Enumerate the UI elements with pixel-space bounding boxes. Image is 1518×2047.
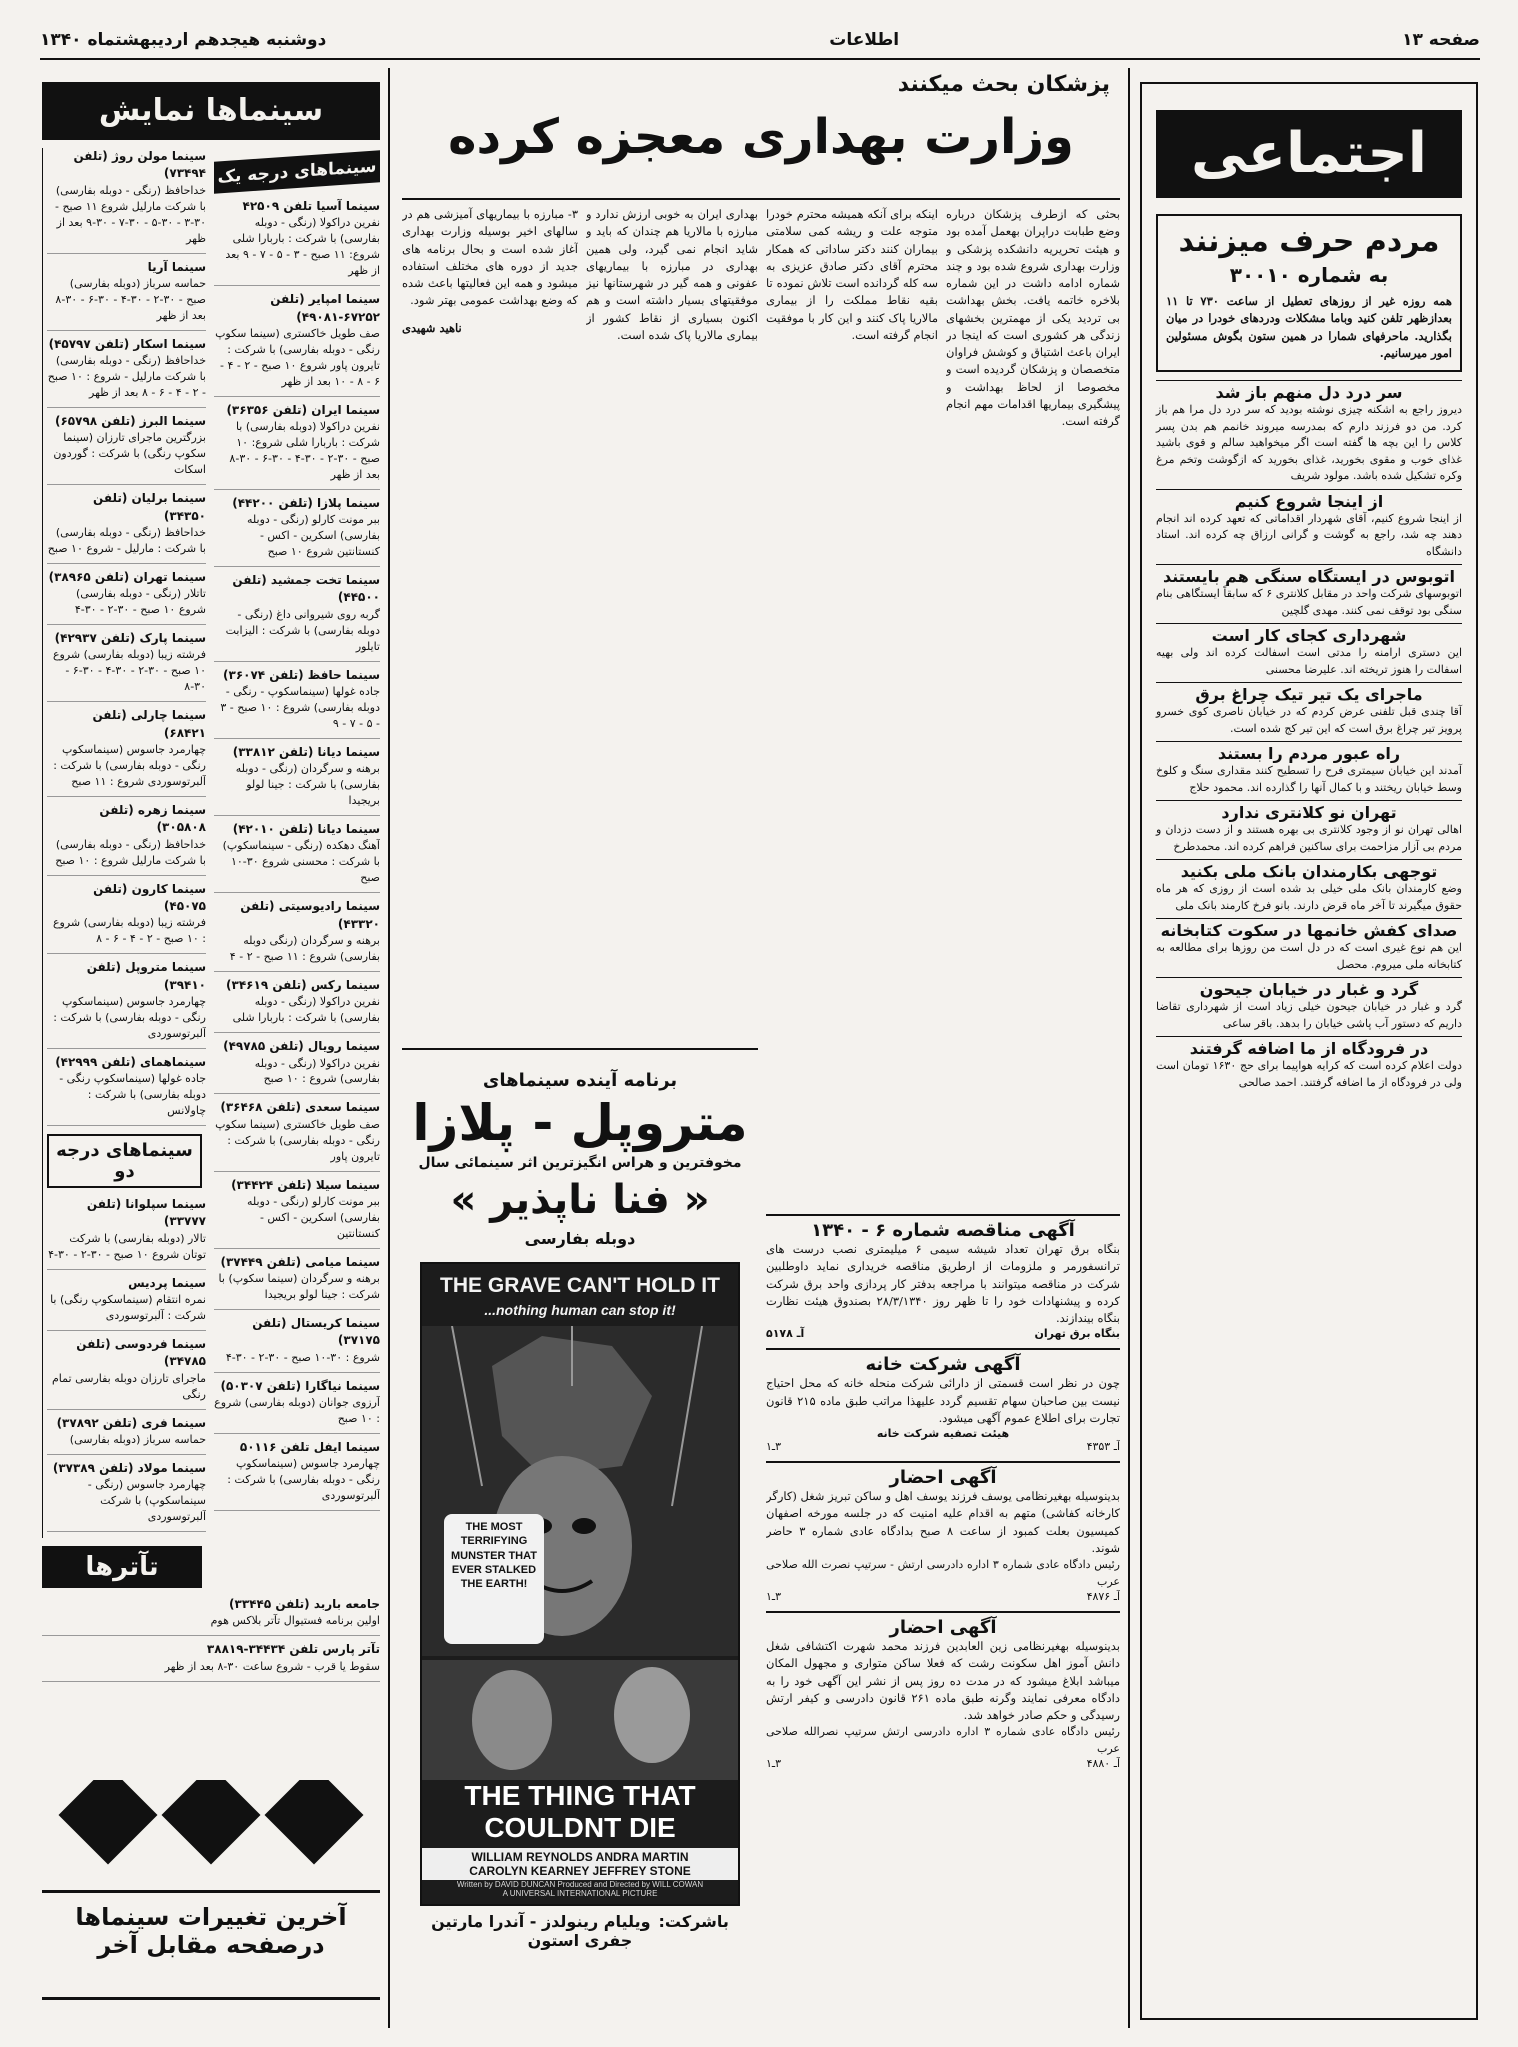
tender-notice-code: آـ ۵۱۷۸	[766, 1327, 805, 1341]
theater-listing	[42, 1641, 380, 1681]
cinema-listing-name: سینما کریستال (تلفن ۳۷۱۷۵)	[252, 1316, 380, 1348]
summons-2-signer: رئیس دادگاه عادی شماره ۳ اداره دادرسی ارتش سرتیپ نصرالله صلاحی عرب	[766, 1725, 1120, 1755]
cinema-listing-name: سینماهمای (تلفن ۴۲۹۹۹)	[55, 1054, 206, 1069]
social-item-text: اتوبوسهای شرکت واحد در مقابل کلانتری ۶ که سابقاً ایستگاهی بنام سنگی بود توقف نمی کنند. مهدی گلچین	[1156, 587, 1462, 617]
social-item	[1156, 859, 1462, 914]
cinema-listing-details: بزرگترین ماجرای تارزان (سینما سکوپ رنگی) با شرکت : گوردون اسکات	[53, 431, 206, 477]
cinema-listing-details: حماسه سرباز (دوبله بفارسی)	[69, 1432, 206, 1446]
diamond-ornament	[162, 1780, 261, 1864]
article-col1-text: بحثی که ازطرف پزشکان درباره وضع طبابت دراپران بهعمل آمده بود و هیئت تحریریه دانشکده پزشکی و وزارت بهداری شروع شده بود و چند شماره ادامه داشت در این شماره بلاخره خاتمه یافت. بخش بهداشت بی تردید یکی از مهمترین بخشهای زندگی هر کشوری است که اینجا در ایران باعث اشتیاق و کوشش فراوان متخصصان و پزشکان گردیده است و مخصوصا از لحاظ بهداشت و پیشگیری بیماریها اقدامات مهم انجام گرفته است.	[946, 207, 1120, 428]
social-item-text: این دستری ارامنه را مدتی است اسفالت کرده اند ولی بهیه اسفالت را هنوز تریخته اند. علیرضا محسنی	[1156, 646, 1462, 676]
social-item	[1156, 489, 1462, 561]
cinema-listing-name: سینما رادیوسیتی (تلفن ۴۳۳۲۰)	[240, 899, 380, 931]
poster-blurb	[444, 1514, 544, 1644]
cinema-listing-name: سینما ایران (تلفن ۳۶۳۵۶)	[226, 402, 380, 417]
article-header	[402, 72, 1120, 200]
summons-notice-1	[766, 1461, 1120, 1603]
people-talk-intro: همه روزه غیر از روزهای تعطیل از ساعت ۷۳۰ تا ۱۱ بعدازظهر تلفن کنید وباما مشکلات ودردهای خودرا در میان بگذارید. ماحرفهای شمارا در همین ستون بگوش مسئولین امور میرسانیم.	[1166, 294, 1452, 360]
social-item-title: سر درد دل منهم باز شد	[1156, 380, 1462, 402]
summons-1-signer: رئیس دادگاه عادی شماره ۳ اداره دادرسی ارتش - سرتیپ نصرت الله صلاحی عرب	[766, 1558, 1120, 1588]
cinema-listing	[47, 1196, 206, 1270]
social-item	[1156, 800, 1462, 855]
cinema-listing-name: سینما دیانا (تلفن ۳۳۸۱۲)	[232, 744, 380, 759]
ad-film-title-fa: « فنا ناپذیر »	[450, 1177, 710, 1223]
tender-notice-text: بنگاه برق تهران تعداد شیشه سیمی ۶ میلیمتری نصب درست های ترانسفورمر و ملزومات از ارطریق مناقصه خریداری نماید داوطلبین شرکت در مناقصه میتوانند با مراجعه بدفتر کار پردازی واحد برق شرکت کرده و پیشنهادات خود را تا ظهر روز ۲۸/۳/۱۳۴۰ بصندوق هیئت نظارت بنگاه بیندازند.	[766, 1242, 1120, 1325]
summons-notice-2	[766, 1611, 1120, 1770]
issue-date: دوشنبه هیجدهم اردیبهشتماه ۱۳۴۰	[40, 30, 327, 50]
cinema-listing-details: خداحافظ (رنگی - دوبله بفارسی) با شرکت : مارلیل - شروع ۱۰ صبح	[47, 525, 206, 555]
cinema-listing	[214, 1099, 380, 1171]
cinema-listing	[47, 490, 206, 564]
headline-rule	[402, 198, 1120, 200]
poster-blurb-line: TERRIFYING	[460, 1535, 528, 1548]
cinema-listing	[214, 667, 380, 739]
summons-2-code: آـ ۴۸۸۰	[1086, 1757, 1120, 1771]
cinema-listing-name: سینما فری (تلفن ۳۷۸۹۲)	[56, 1415, 206, 1430]
cinema-listing-details: برهنه و سرگردان (رنگی - دوبله بفارسی) با شرکت : جینا لولو بریجیدا	[235, 762, 380, 808]
cinema-list-second	[43, 1196, 206, 1538]
cinema-listing	[47, 959, 206, 1049]
cinema-listing-details: چهارمرد جاسوس (سینماسکوپ رنگی - دوبله بفارسی) با شرکت : آلبرتوسوردی	[227, 1457, 380, 1503]
article-headline: وزارت بهداری معجزه کرده	[448, 109, 1074, 165]
column-rule	[388, 68, 390, 2028]
cinemas-right-column	[214, 148, 380, 1538]
poster-studio: A UNIVERSAL INTERNATIONAL PICTURE	[502, 1889, 658, 1898]
cinema-listing-name: سینما آسیا تلفن ۴۲۵۰۹	[242, 199, 380, 213]
social-section	[1140, 82, 1478, 2020]
tender-notice-signer: بنگاه برق تهران	[1034, 1327, 1120, 1341]
social-item-title: از اینجا شروع کنیم	[1156, 489, 1462, 511]
first-class-label: سینماهای درجه یک	[214, 150, 380, 194]
social-item-title: در فرودگاه از ما اضافه گرفتند	[1156, 1036, 1462, 1058]
cinema-listing-details: چهارمرد جاسوس (سینماسکوپ رنگی - دوبله بفارسی) با شرکت : آلبرتوسوردی شروع : ۱۱ صبح	[53, 743, 206, 788]
social-item-text: آقا چندی قبل تلفنی عرض کردم که در خیابان ناصری کوی خسرو پرویز تیر چراغ برق است که این تیر کج شده است.	[1156, 705, 1462, 735]
ad-cast-fa-1: ویلیام رینولدز - آندرا مارتین	[431, 1912, 651, 1931]
cinema-listing	[47, 1415, 206, 1455]
summons-1-text: بدینوسیله بهغیرنظامی یوسف فرزند یوسف اهل و ساکن تبریز شغل (کارگر کارخانه کفاشی) متهم به اقدام علیه امنیت که در جلسه مورخه اصفهان کمیسیون بعلت کمبود از ساعت ۸ صبح بدادگاه عادی شماره ۳ حاضر شوند.	[766, 1489, 1120, 1555]
ad-cinemas: متروپل - پلازا	[412, 1094, 748, 1152]
ad-tagline: مخوفترین و هراس انگیزترین اثر سینمائی سال	[418, 1155, 742, 1171]
cinema-listing-details: فرشته زیبا (دوبله بفارسی) شروع : ۱۰ صبح - ۲ - ۴ - ۶ - ۸	[52, 916, 206, 946]
cinema-listing	[214, 291, 380, 397]
cinema-listing	[214, 898, 380, 972]
poster-actors-illustration	[422, 1660, 738, 1780]
cinema-listing-name: سینما سیلا (تلفن ۳۴۴۲۴)	[231, 1177, 380, 1192]
cinema-listing	[214, 572, 380, 662]
summons-1-code: آـ ۴۸۷۶	[1086, 1590, 1120, 1603]
article-column-1	[946, 206, 1120, 796]
theater-listing-details: اولین برنامه فستیوال تآتر بلاکس هوم	[210, 1614, 380, 1628]
cinema-listing-name: سینما دیانا (تلفن ۴۲۰۱۰)	[232, 822, 380, 837]
cinema-listing-name: سینما ایفل تلفن ۵۰۱۱۶	[239, 1440, 380, 1455]
poster-title	[422, 1780, 738, 1844]
cinema-listing-name: سینما نیاگارا (تلفن ۵۰۳۰۷)	[220, 1378, 380, 1393]
article-author: ناهید شهیدی	[402, 320, 462, 335]
column-rule	[1128, 68, 1130, 2028]
poster-title-line-1: THE THING THAT	[464, 1780, 696, 1811]
cinema-changes-line-1: آخرین تغییرات سینماها	[75, 1903, 347, 1931]
social-item-text: دیروز راجع به اشکنه چیزی نوشته بودید که سر درد دل مرا هم باز کرد. من دو فرزند دارم که بمدرسه میروند خانمم هم بدن پسر کلاس را این بچه ها گفته است اگر میخواهید سالم و قوی باشید غذای خوب و مقوی بخورید، غذای بخورید که ازگوشت وتخم مرغ وکره تشکیل شده باشد. مولود شریف	[1156, 403, 1462, 482]
cinema-listing-name: سینما اسکار (تلفن ۴۵۷۹۷)	[48, 336, 206, 351]
cinema-listing-details: ماجرای تارزان دوبله بفارسی تمام رنگی	[51, 1371, 206, 1401]
cinema-listing-name: سینما میامی (تلفن ۳۷۴۴۹)	[220, 1254, 380, 1269]
cinema-listing-name: سینما رکس (تلفن ۳۴۶۱۹)	[226, 977, 380, 992]
social-item-title: ماجرای یک تیر تیک چراغ برق	[1156, 682, 1462, 704]
poster-cast-line-2: CAROLYN KEARNEY JEFFREY STONE	[469, 1864, 691, 1878]
ad-cast-fa-2: جفری استون	[527, 1931, 633, 1950]
ad-with-label: باشرکت:	[658, 1912, 729, 1931]
ad-top-line: برنامه آینده سینماهای	[482, 1070, 678, 1091]
newspaper-name: اطلاعات	[829, 30, 900, 50]
cinema-listing-details: فرشته زیبا (دوبله بفارسی) شروع ۱۰ صبح - ۳۰-۲ - ۳۰-۴ - ۳۰-۶ - ۳۰-۸	[52, 648, 206, 694]
cinema-list-left	[43, 148, 206, 1126]
social-item-title: شهرداری کجای کار است	[1156, 623, 1462, 645]
cinema-listing-name: سینما البرز (تلفن ۶۵۷۹۸)	[54, 413, 206, 428]
article-column-3	[586, 206, 758, 1046]
poster-top-line-2: ...nothing human can stop it!	[484, 1302, 676, 1318]
cinema-listing	[214, 1254, 380, 1310]
social-item	[1156, 741, 1462, 796]
theaters-title: تآترها	[42, 1546, 202, 1588]
cinema-listing-name: سینما پردیس	[128, 1275, 206, 1290]
theaters-list	[42, 1596, 380, 1682]
company-notice	[766, 1348, 1120, 1453]
theater-listing-name: جامعه باربد (تلفن ۳۳۴۴۵)	[229, 1597, 380, 1611]
cinema-listing-details: نمره انتقام (سینماسکوپ رنگی) با شرکت : آلبرتوسوردی	[50, 1293, 206, 1322]
social-item-text: گرد و غبار در خیابان جیحون خیلی زیاد است از شهرداری تقاضا داریم که دستور آب پاشی خیابان را بدهد. باقر ساعی	[1156, 1000, 1462, 1030]
summons-2-text: بدینوسیله بهغیرنظامی زین العابدین فرزند محمد شهرت اکتشافی شغل دانش آموز اهل سکونت رشت که فعلا ساکن متواری و مجهول المکان میباشد ابلاغ میشود که در مدت ده روز پس از نشر این آگهی خود را به دادگاه معرفی نمایند وگرنه طبق ماده ۲۶۱ قانون دادرسی و کیفر ارتش رسیدگی و حکم صادر خواهد شد.	[766, 1639, 1120, 1722]
cinema-listing-details: ببر مونت کارلو (رنگی - دوبله بفارسی) اسکرین - اکس - کنستانتین	[247, 1195, 380, 1240]
cinema-listing-name: سینما مولن روژ (تلفن ۷۳۴۹۴)	[73, 149, 206, 181]
people-talk-title: مردم حرف میزنند	[1178, 224, 1440, 259]
cinema-listing	[47, 1537, 206, 1538]
cinema-listing-name: سینما آریا	[147, 259, 206, 274]
cinema-listing-name: سینما چارلی (تلفن ۶۸۴۲۱)	[92, 708, 206, 740]
cinema-listing	[47, 1460, 206, 1532]
company-notice-title: آگهی شرکت خانه	[865, 1354, 1021, 1376]
social-item-text: دولت اعلام کرده است که کرایه هواپیما برای حج ۱۶۳۰ تومان است ولی در فرودگاه از ما اضافه گرفتند. احمد صالحی	[1156, 1059, 1462, 1089]
poster-credits-line: Written by DAVID DUNCAN Produced and Directed by WILL COWAN	[456, 1880, 704, 1889]
tender-notice-title: آگهی مناقصه شماره ۶ - ۱۳۴۰	[811, 1220, 1075, 1241]
article-col3-text: بهداری ایران به خوبی ارزش ندارد و مبارزه با مالاریا هم چندان که باید و شاید انجام نمی گیرد، ولی همین بهداری در مبارزه با بیماریهای عفونی و همه گیر در شهرستانها نیز موفقیتهای بسیار داشته است و هم اکنون بسیاری از نقاط کشور از بیماری مالاریا پاک شده است.	[586, 207, 758, 342]
people-talk-box	[1156, 214, 1462, 372]
cinema-listing-details: تالار (دوبله بفارسی) با شرکت توتان شروع ۱۰ صبح - ۳۰-۲ - ۳۰-۴	[48, 1231, 206, 1261]
company-notice-code: آـ ۴۳۵۳	[1086, 1440, 1120, 1453]
social-item-title: گرد و غبار در خیابان جیحون	[1156, 977, 1462, 999]
social-item-text: آمدند این خیابان سیمتری فرح را تسطیح کنند مقداری سنگ و کلوخ وسط خیابان ریختند و با کمال آنها را گذارده اند. محمود حلاج	[1156, 764, 1462, 794]
cinema-changes-footer	[42, 1890, 380, 2000]
theater-listing-name: تآتر پارس تلفن ۳۴۴۳۴-۳۸۸۱۹	[206, 1642, 380, 1657]
ad-dubbing: دوبله بفارسی	[524, 1229, 636, 1248]
social-section-title: اجتماعی	[1156, 110, 1462, 198]
cinema-listing-details: برهنه و سرگردان (رنگی دوبله بفارسی) شروع : ۱۱ صبح - ۲ - ۴	[229, 934, 380, 963]
poster-title-line-2: COULDNT DIE	[484, 1812, 676, 1843]
cinema-listing-name: سینما سعدی (تلفن ۳۶۴۶۸)	[220, 1100, 380, 1115]
cinema-list-right	[214, 198, 380, 1511]
cinema-listing-details: حماسه سرباز (دوبله بفارسی) صبح - ۳۰-۲ - ۳۰-۴ - ۳۰-۶ - ۳۰-۸ بعد از ظهر	[55, 276, 206, 322]
cinema-listing	[214, 1315, 380, 1373]
cinema-listing-details: جاده غولها (سینماسکوپ - رنگی - دوبله بفارسی) شروع : ۱۰ صبح - ۳ - ۵ - ۷ - ۹	[220, 685, 380, 730]
social-item	[1156, 682, 1462, 737]
company-notice-num: ۳ـ۱	[766, 1440, 782, 1453]
cinema-listing-details: نفرین دراکولا (رنگی - دوبله بفارسی) با شرکت : باربارا شلی	[232, 995, 380, 1025]
cinema-listing-name: سینما برلیان (تلفن ۳۴۳۵۰)	[93, 491, 206, 523]
movie-ad	[402, 1056, 758, 2016]
cinema-listing	[214, 1378, 380, 1434]
cinema-listing-name: سینما رویال (تلفن ۴۹۷۸۵)	[223, 1039, 380, 1054]
poster-credits	[422, 1880, 738, 1898]
decorative-diamonds	[42, 1780, 380, 1870]
cinema-listing-name: سینما تهران (تلفن ۳۸۹۶۵)	[48, 569, 206, 584]
social-item	[1156, 918, 1462, 973]
cinema-listing-details: آهنگ دهکده (رنگی - سینماسکوپ) با شرکت : محسنی شروع ۳۰-۱۰ صبح	[222, 839, 380, 885]
cinema-listing-name: سینما فردوسی (تلفن ۳۴۷۸۵)	[76, 1336, 206, 1369]
cinema-listing-name: سینما تخت جمشید (تلفن ۴۴۵۰۰)	[232, 573, 380, 605]
cinema-listing	[47, 630, 206, 702]
cinema-listing-details: آرزوی جوانان (دوبله بفارسی) شروع : ۱۰ صبح	[214, 1396, 380, 1426]
summons-2-title: آگهی احضار	[889, 1617, 997, 1638]
diamond-ornament	[265, 1780, 364, 1864]
article-column-2	[766, 206, 938, 1156]
social-item-text: اهالی تهران نو از وجود کلانتری بی بهره هستند و از دست دزدان و مردم بی آزار مزاحمت برای ساکنین فراهم کرده اند. محمدطرخ	[1156, 823, 1462, 853]
summons-2-num: ۳ـ۱	[766, 1757, 782, 1771]
theater-listing-details: سقوط یا قرب - شروع ساعت ۳۰-۸ بعد از ظهر	[164, 1659, 380, 1673]
cinema-listing-details: خداحافظ (رنگی - دوبله بفارسی) با شرکت مارلیل شروع : ۱۰ صبح	[55, 837, 206, 867]
social-item-text: این هم نوع غیری است که در دل است من روزها برای مطالعه به کتابخانه ملی میروم. محصل	[1156, 941, 1462, 971]
article-col4-text: ۳- مبارزه با بیماریهای آمیزشی هم در سالهای اخیر بوسیله وزارت بهداری آغاز شده است و بحال برنامه های جدید از دوره های مختلف استفاده میشود و همه این فعالیتها باعث شده که وضع بهداشت عمومی بهتر شود.	[402, 207, 578, 308]
poster-blurb-line: THE MOST	[465, 1521, 523, 1533]
cinema-listing	[214, 198, 380, 286]
cinema-changes-line-2: درصفحه مقابل آخر	[97, 1931, 325, 1959]
cinema-listing	[214, 744, 380, 816]
cinema-listing-details: خداحافظ (رنگی - دوبله بفارسی) با شرکت مارلیل شروع ۱۱ صبح - ۳۰-۳ - ۳۰-۵ - ۳۰-۷ - ۳۰-۹ بعد از ظهر	[54, 183, 206, 245]
cinema-listing-details: ببر مونت کارلو (رنگی - دوبله بفارسی) اسکرین - اکس - کنستانتین شروع ۱۰ صبح	[247, 513, 380, 559]
article-kicker: پزشکان بحث میکنند	[897, 72, 1110, 97]
cinema-listing-details: شروع : ۳۰-۱۰ صبح - ۳۰-۲ - ۳۰-۴	[225, 1350, 380, 1364]
cinema-listing	[214, 1177, 380, 1249]
social-item-title: صدای کفش خانمها در سکوت کتابخانه	[1156, 918, 1462, 940]
cinema-listing-details: صف طویل خاکستری (سینما سکوپ رنگی - دوبله بفارسی) با شرکت : تایرون پاور	[215, 1117, 380, 1163]
cinema-listing-name: سینما کارون (تلفن ۴۵۰۷۵)	[93, 881, 206, 913]
social-item-text: از اینجا شروع کنیم، آقای شهردار اقداماتی که تعهد کرده اند انجام دهند چه شد، راجع به گوشت و گرانی ارزاق چه کرده اند. استاد دانشگاه	[1156, 511, 1462, 558]
social-item	[1156, 623, 1462, 678]
company-notice-text: چون در نظر است قسمتی از دارائی شرکت منحله خانه که محل احتیاج نیست بین صاحبان سهام تقسیم گردد علیهذا مراتب طبق ماده ۲۱۵ قانون تجارت برای اطلاع عموم آگهی میشود.	[766, 1376, 1120, 1425]
diamond-ornament	[58, 1780, 157, 1864]
poster-blurb-line: EVER STALKED	[451, 1563, 537, 1576]
cinema-listing	[47, 881, 206, 955]
cinema-listing-details: نفرین دراکولا (دوبله بفارسی) با شرکت : باربارا شلی شروع: ۱۰ صبح - ۳۰-۲ - ۳۰-۴ - ۳۰-۶ - ۳۰-۸ بعد از ظهر	[229, 420, 380, 481]
cinemas-left-column	[42, 148, 206, 1538]
cinema-listing	[47, 1336, 206, 1410]
cinema-listing-name: سینما متروپل (تلفن ۳۹۴۱۰)	[86, 960, 206, 992]
ad-cast-fa	[402, 1912, 758, 1931]
cinema-listing	[214, 821, 380, 893]
cinema-listing-name	[47, 1537, 206, 1538]
cinema-listing	[47, 707, 206, 797]
cinema-listing	[47, 1275, 206, 1331]
movie-poster	[420, 1262, 740, 1906]
social-item-title: اتوبوس در ایستگاه سنگی هم بایستند	[1156, 564, 1462, 586]
social-item	[1156, 977, 1462, 1032]
cinema-listing	[47, 569, 206, 625]
cinema-listing	[47, 1054, 206, 1126]
cinema-listing	[214, 1038, 380, 1094]
cinema-listing	[214, 977, 380, 1033]
poster-blurb-line: THE EARTH!	[460, 1578, 528, 1591]
cinema-listing	[47, 148, 206, 254]
cinema-listing-details: صف طویل خاکستری (سینما سکوپ رنگی - دوبله بفارسی) با شرکت : تایرون پاور شروع ۱۰ صبح - ۲ - ۴ - ۶ - ۸ - ۱۰ بعد از ظهر	[215, 326, 380, 388]
poster-blurb-line: MUNSTER THAT	[451, 1549, 537, 1562]
article-column-4	[402, 206, 578, 1046]
cinema-listing-name: سینما امپایر (تلفن ۶۷۲۵۲-۴۹۰۸۱)	[270, 292, 380, 324]
tender-notice	[766, 1214, 1120, 1340]
cinema-listing-details: گربه روی شیروانی داغ (رنگی - دوبله بفارسی) با شرکت : الیزابت تایلور	[225, 607, 380, 653]
poster-cast-line-1: WILLIAM REYNOLDS ANDRA MARTIN	[471, 1850, 689, 1864]
cinema-listing-details: برهنه و سرگردان (سینما سکوپ) با شرکت : جینا لولو بریجیدا	[218, 1272, 380, 1302]
cinema-listing	[214, 402, 380, 490]
page-number: صفحه ۱۳	[1402, 30, 1480, 50]
notices-column	[766, 1214, 1120, 2014]
cinemas-title: سینماها نمایش	[42, 82, 380, 140]
social-item	[1156, 1036, 1462, 1091]
summons-1-num: ۳ـ۱	[766, 1590, 782, 1603]
cinema-listing-details: تاتلار (رنگی - دوبله بفارسی) شروع ۱۰ صبح - ۳۰-۲ - ۳۰-۴	[74, 587, 206, 617]
cinema-listing-name: سینما مولاد (تلفن ۳۷۳۸۹)	[52, 1460, 206, 1475]
social-item	[1156, 564, 1462, 619]
page-header	[40, 22, 1480, 60]
cinema-listing-name: سینما پلازا (تلفن ۴۴۲۰۰)	[232, 495, 380, 510]
cinema-listing	[47, 802, 206, 876]
article-col2-text: اینکه برای آنکه همیشه محترم خودرا متوجه علت و ریشه کمی سلامتی بیماران کنند دکتر ساداتی که همکار محترم آقای دکتر صادق عزیزی به سه کله گردانده است تلاش نموده تا بقیه نقاط مملکت را از بیماری مالاریا پاک کنند و این کار با موفقیت انجام گرفته است.	[766, 207, 938, 342]
cinema-listing-name: سینما پارک (تلفن ۴۲۹۳۷)	[54, 631, 206, 646]
theaters-section	[42, 1546, 380, 1746]
cinema-listing	[47, 413, 206, 485]
cinema-listing-name: سینما زهره (تلفن ۳۰۵۸۰۸)	[99, 802, 206, 835]
social-items-list	[1156, 380, 1462, 1091]
cinema-listing-details: نفرین دراکولا (رنگی - دوبله بفارسی) با شرکت : باربارا شلی شروع: ۱۱ صبح - ۳ - ۵ - ۷ - ۹ بعد از ظهر	[225, 216, 380, 278]
company-notice-signer: هیئت تصفیه شرکت خانه	[876, 1427, 1010, 1440]
cinema-listing	[214, 1439, 380, 1511]
cinema-listing-name: سینما حافظ (تلفن ۳۶۰۷۴)	[223, 667, 380, 682]
poster-cast	[422, 1848, 738, 1880]
cinema-listing-details: چهارمرد جاسوس (سینماسکوپ رنگی - دوبله بفارسی) با شرکت : آلبرتوسوردی	[53, 994, 206, 1040]
theater-listing	[42, 1596, 380, 1636]
social-item	[1156, 380, 1462, 485]
cinema-listing-name: سینما سپلوانا (تلفن ۳۳۷۷۷)	[86, 1196, 206, 1229]
cinema-listing	[214, 495, 380, 567]
cinema-listing	[47, 259, 206, 331]
cinema-listing-details: نفرین دراکولا (رنگی - دوبله بفارسی) شروع : ۱۰ صبح	[254, 1056, 380, 1086]
second-class-label: سینماهای درجه دو	[47, 1134, 202, 1188]
poster-top-line-1: THE GRAVE CAN'T HOLD IT	[440, 1274, 720, 1297]
cinema-listing	[47, 336, 206, 408]
summons-1-title: آگهی احضار	[889, 1467, 997, 1488]
cinema-listing-details: چهارمرد جاسوس (رنگی - سینماسکوپ) با شرکت آلبرتوسوردی	[87, 1478, 206, 1524]
social-item-title: توجهی بکارمندان بانک ملی بکنید	[1156, 859, 1462, 881]
social-item-title: راه عبور مردم را بستند	[1156, 741, 1462, 763]
social-item-text: وضع کارمندان بانک ملی خیلی بد شده است از روزی که هر ماه حقوق میگیرند تا آخر ماه قرض دارند. بانو فرخ کارمند بانک ملی	[1156, 882, 1462, 912]
ad-top-rule	[402, 1048, 758, 1050]
cinema-listing-details: جاده غولها (سینماسکوپ رنگی - دوبله بفارسی) با شرکت : چاولانس	[59, 1072, 206, 1118]
cinema-listing-details: خداحافظ (رنگی - دوبله بفارسی) با شرکت مارلیل - شروع : ۱۰ صبح - ۲ - ۴ - ۶ - ۸ بعد از ظهر	[47, 354, 206, 399]
people-talk-phone: به شماره ۳۰۰۱۰	[1229, 263, 1389, 287]
social-item-title: تهران نو کلانتری ندارد	[1156, 800, 1462, 822]
